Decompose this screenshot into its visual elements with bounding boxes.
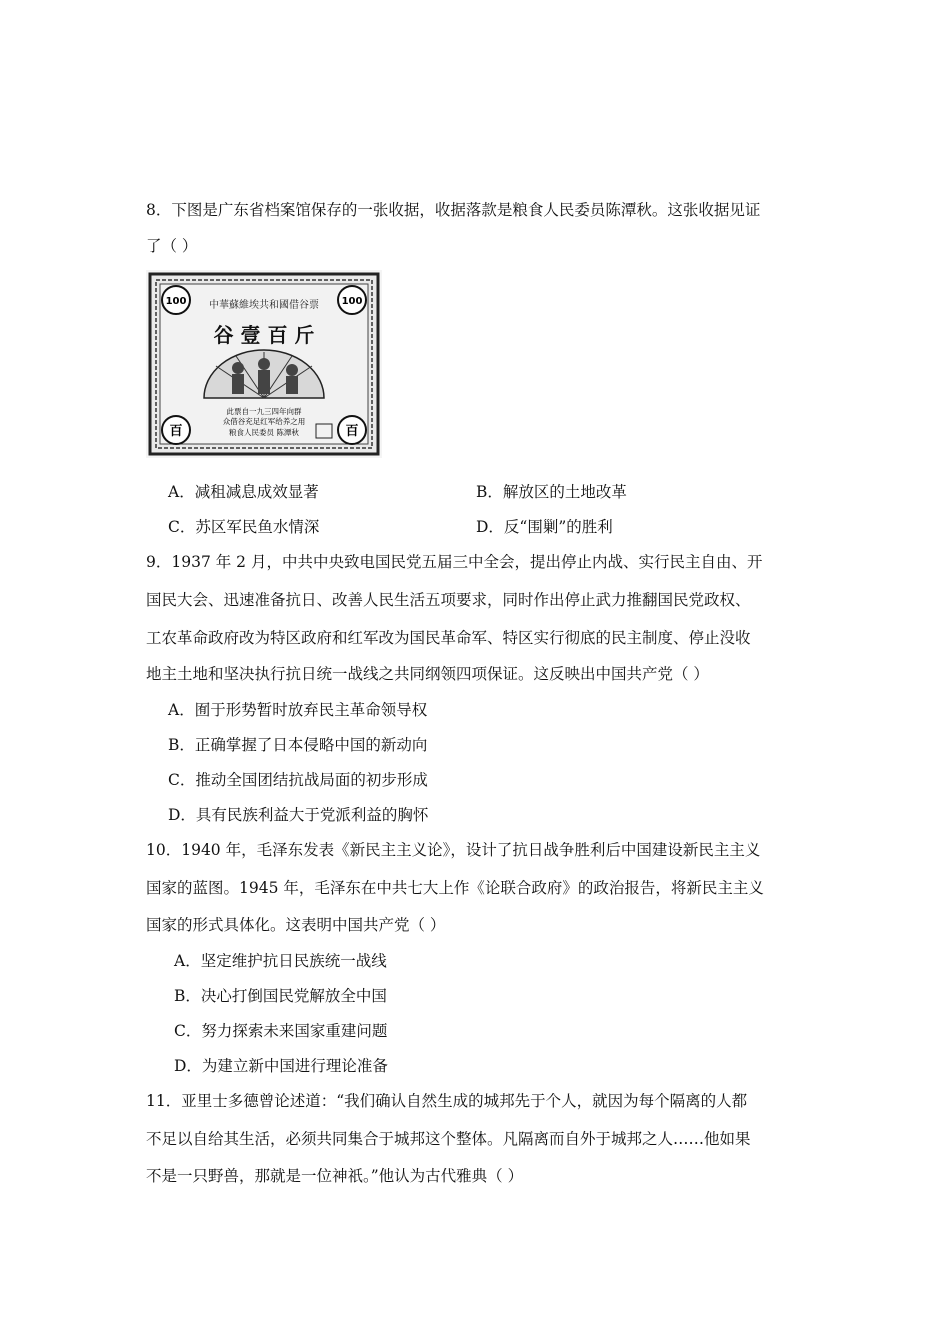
q9-stem-line1: 9．1937 年 2 月，中共中央致电国民党五届三中全会，提出停止内战、实行民主自由、开: [146, 553, 763, 571]
q9-option-c[interactable]: C．推动全国团结抗战局面的初步形成: [168, 771, 428, 789]
q10-option-c[interactable]: C．努力探索未来国家重建问题: [174, 1022, 388, 1040]
grain-receipt-image: [146, 270, 382, 458]
q8-option-a[interactable]: A．减租减息成效显著: [168, 483, 319, 501]
q11-stem-line3: 不是一只野兽，那就是一位神祇。”他认为古代雅典（ ）: [146, 1167, 524, 1185]
q8-stem-line2: 了（ ）: [146, 237, 198, 255]
q9-option-b[interactable]: B．正确掌握了日本侵略中国的新动向: [168, 736, 428, 754]
receipt-drawing: [146, 270, 382, 458]
q8-option-d[interactable]: D．反“围剿”的胜利: [476, 518, 613, 536]
q11-stem-line2: 不足以自给其生活，必须共同集合于城邦这个整体。凡隔离而自外于城邦之人……他如果: [146, 1130, 751, 1148]
q10-stem-line2: 国家的蓝图。1945 年，毛泽东在中共七大上作《论联合政府》的政治报告，将新民主主义: [146, 879, 764, 897]
q9-option-a[interactable]: A．囿于形势暂时放弃民主革命领导权: [168, 701, 428, 719]
q10-stem-line1: 10．1940 年，毛泽东发表《新民主主义论》，设计了抗日战争胜利后中国建设新民主主义: [146, 841, 761, 859]
q10-stem-line3: 国家的形式具体化。这表明中国共产党（ ）: [146, 916, 446, 934]
q9-stem-line3: 工农革命政府改为特区政府和红军改为国民革命军、特区实行彻底的民主制度、停止没收: [146, 629, 751, 647]
receipt-fine-line2: 众借谷充足红军给养之用: [222, 417, 306, 426]
q10-option-a[interactable]: A．坚定维护抗日民族统一战线: [174, 952, 387, 970]
receipt-header: 中華蘇維埃共和國借谷票: [209, 300, 319, 311]
q10-option-b[interactable]: B．决心打倒国民党解放全中国: [174, 987, 387, 1005]
q9-stem-line4: 地主土地和坚决执行抗日统一战线之共同纲领四项保证。这反映出中国共产党（ ）: [146, 665, 709, 683]
q11-stem-line1: 11．亚里士多德曾论述道：“我们确认自然生成的城邦先于个人，就因为每个隔离的人都: [146, 1092, 748, 1110]
receipt-corner-bl: 百: [169, 424, 183, 439]
receipt-fine-line3: 粮食人民委员 陈潭秋: [229, 428, 299, 437]
receipt-corner-tl: 100: [165, 296, 187, 307]
q8-option-b[interactable]: B．解放区的土地改革: [476, 483, 627, 501]
q8-option-c[interactable]: C．苏区军民鱼水情深: [168, 518, 320, 536]
receipt-fine-line1: 此票自一九三四年向群: [226, 407, 302, 416]
receipt-corner-tr: 100: [341, 296, 363, 307]
q8-stem-line1: 8．下图是广东省档案馆保存的一张收据，收据落款是粮食人民委员陈潭秋。这张收据见证: [146, 201, 761, 219]
q10-option-d[interactable]: D．为建立新中国进行理论准备: [174, 1057, 388, 1075]
receipt-corner-br: 百: [345, 424, 359, 439]
receipt-amount: 谷 壹 百 斤: [213, 323, 315, 347]
q9-stem-line2: 国民大会、迅速准备抗日、改善人民生活五项要求，同时作出停止武力推翻国民党政权、: [146, 591, 751, 609]
q9-option-d[interactable]: D．具有民族利益大于党派利益的胸怀: [168, 806, 429, 824]
